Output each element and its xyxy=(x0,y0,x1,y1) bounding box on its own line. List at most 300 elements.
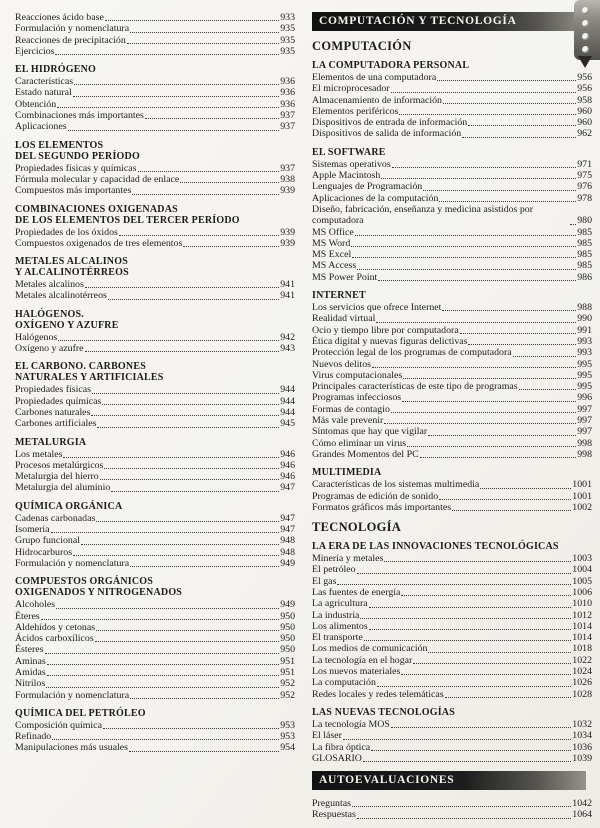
toc-entry xyxy=(15,99,295,110)
entry-page-number: 949 xyxy=(280,599,295,611)
dot-leader xyxy=(391,412,576,413)
toc-entry xyxy=(312,742,592,753)
toc-section xyxy=(15,64,295,132)
toc-entry xyxy=(15,35,295,46)
entry-label: Compuestos más importantes xyxy=(15,185,132,197)
spiral-ring-icon xyxy=(582,7,589,14)
toc-entry xyxy=(312,370,592,381)
toc-entry xyxy=(15,332,295,343)
entry-label: Grandes Momentos del PC xyxy=(312,448,419,460)
toc-entry xyxy=(312,336,592,347)
entry-page-number: 958 xyxy=(577,94,592,106)
entry-label: La fibra óptica xyxy=(312,741,371,753)
dot-leader xyxy=(364,640,572,641)
heading-line: NATURALES Y ARTIFICIALES xyxy=(15,372,164,384)
entry-page-number: 949 xyxy=(280,557,295,569)
entry-page-number: 1004 xyxy=(572,564,592,576)
entry-label: El gas xyxy=(312,575,337,587)
entry-label: Combinaciones más importantes xyxy=(15,110,144,122)
dot-leader xyxy=(56,608,279,609)
entry-label: Preguntas xyxy=(312,798,351,810)
entry-label: MS Word xyxy=(312,237,351,249)
dot-leader xyxy=(384,561,571,562)
toc-section xyxy=(312,707,592,764)
entry-page-number: 947 xyxy=(280,512,295,524)
toc-entry xyxy=(312,128,592,139)
entry-label: Las fuentes de energía xyxy=(312,586,401,598)
toc-entry xyxy=(312,381,592,392)
entry-label: Manipulaciones más usuales xyxy=(15,742,128,754)
entry-label: Aplicaciones de la computación xyxy=(312,192,439,204)
dot-leader xyxy=(130,698,279,699)
dot-leader xyxy=(111,491,279,492)
spiral-ring-icon xyxy=(582,46,589,53)
entry-label: Formulación y nomenclatura xyxy=(15,23,130,35)
dot-leader xyxy=(73,96,279,97)
toc-entry xyxy=(312,553,592,564)
entry-page-number: 971 xyxy=(577,158,592,170)
toc-entry xyxy=(15,667,295,678)
dot-leader xyxy=(437,80,576,81)
section-heading xyxy=(15,256,295,278)
heading-line: LOS ELEMENTOS xyxy=(15,139,104,151)
dot-leader xyxy=(130,566,279,567)
dot-leader xyxy=(384,423,576,424)
dot-leader xyxy=(360,618,571,619)
entry-page-number: 951 xyxy=(280,655,295,667)
section-heading xyxy=(312,541,592,552)
dot-leader xyxy=(363,761,571,762)
entry-page-number: 950 xyxy=(280,644,295,656)
entry-label: GLOSARIO xyxy=(312,752,362,764)
entry-label: Elementos de una computadora xyxy=(312,72,437,83)
entry-page-number: 1028 xyxy=(572,688,592,700)
toc-entry xyxy=(312,325,592,336)
dot-leader xyxy=(68,130,280,131)
entry-page-number: 953 xyxy=(280,731,295,743)
entry-label: Ejercicios xyxy=(15,45,55,57)
toc-entry xyxy=(15,279,295,290)
spiral-ring-icon xyxy=(582,20,589,27)
heading-line: EL CARBONO. CARBONES xyxy=(15,361,146,373)
entry-page-number: 962 xyxy=(577,128,592,140)
toc-entry xyxy=(15,720,295,731)
entry-page-number: 993 xyxy=(577,347,592,359)
dot-leader xyxy=(96,630,279,631)
toc-section xyxy=(15,309,295,355)
heading-line: INTERNET xyxy=(312,290,366,302)
toc-entry xyxy=(312,677,592,688)
section-heading xyxy=(312,147,592,158)
entry-page-number: 941 xyxy=(280,290,295,302)
toc-entry xyxy=(15,87,295,98)
toc-entry xyxy=(15,633,295,644)
entry-page-number: 995 xyxy=(577,369,592,381)
section-heading xyxy=(15,140,295,162)
entry-label: MS Access xyxy=(312,260,357,272)
entry-label: Éteres xyxy=(15,610,40,622)
toc-entry xyxy=(15,407,295,418)
heading-line: OXIGENADOS Y NITROGENADOS xyxy=(15,587,183,599)
entry-page-number: 1064 xyxy=(572,809,592,821)
entry-label: Ocio y tiempo libre por computadora xyxy=(312,324,459,336)
toc-entry xyxy=(312,260,592,271)
toc-entry xyxy=(312,170,592,181)
toc-entry xyxy=(312,643,592,654)
toc-entry xyxy=(15,460,295,471)
section-heading xyxy=(15,708,295,719)
toc-entry xyxy=(312,610,592,621)
entry-label: La agricultura xyxy=(312,598,368,610)
dot-leader xyxy=(391,727,571,728)
entry-page-number: 985 xyxy=(577,237,592,249)
dot-leader xyxy=(462,137,576,138)
toc-entry xyxy=(15,46,295,57)
heading-line: LAS NUEVAS TECNOLOGÍAS xyxy=(312,706,455,718)
dot-leader xyxy=(47,664,279,665)
dot-leader xyxy=(85,287,279,288)
toc-entry xyxy=(312,576,592,587)
entry-page-number: 948 xyxy=(280,535,295,547)
major-heading: COMPUTACIÓN xyxy=(312,39,412,53)
dot-leader xyxy=(423,190,576,191)
entry-label: Ácidos carboxílicos xyxy=(15,633,94,645)
notepad-spiral-icon xyxy=(574,0,600,60)
entry-page-number: 942 xyxy=(280,331,295,343)
toc-entry xyxy=(15,742,295,753)
toc-entry xyxy=(15,524,295,535)
entry-page-number: 980 xyxy=(577,215,592,227)
entry-page-number: 1034 xyxy=(572,730,592,742)
dot-leader xyxy=(92,393,279,394)
entry-label: Formulación y nomenclatura xyxy=(15,689,130,701)
toc-entry xyxy=(312,193,592,204)
toc-entry xyxy=(312,272,592,283)
toc-entry xyxy=(312,238,592,249)
toc-entry xyxy=(312,753,592,764)
entry-page-number: 1005 xyxy=(572,575,592,587)
toc-entry xyxy=(312,181,592,192)
entry-label: Nuevos delitos xyxy=(312,358,371,370)
entry-page-number: 937 xyxy=(280,110,295,122)
entry-label: El transporte xyxy=(312,632,363,644)
dot-leader xyxy=(337,584,571,585)
dot-leader xyxy=(480,488,571,489)
entry-page-number: 975 xyxy=(577,170,592,182)
section-heading xyxy=(312,60,592,71)
toc-entry xyxy=(312,655,592,666)
heading-line: METALURGIA xyxy=(15,436,87,448)
dot-leader xyxy=(81,544,279,545)
entry-label: Protección legal de los programas de computadora xyxy=(312,347,512,359)
entry-page-number: 997 xyxy=(577,426,592,438)
entry-page-number: 936 xyxy=(280,76,295,88)
dot-leader xyxy=(402,401,576,402)
toc-entry xyxy=(15,418,295,429)
toc-entry xyxy=(15,396,295,407)
entry-label: Formatos gráficos más importantes xyxy=(312,501,452,513)
entry-label: Los nuevos materiales xyxy=(312,666,401,678)
toc-entry xyxy=(312,689,592,700)
dot-leader xyxy=(180,182,279,183)
dot-leader xyxy=(399,114,576,115)
entry-page-number: 943 xyxy=(280,343,295,355)
entry-label: Dispositivos de salida de información xyxy=(312,128,462,140)
entry-label: Cómo eliminar un virus xyxy=(312,437,407,449)
heading-line: LA COMPUTADORA PERSONAL xyxy=(312,60,470,71)
dot-leader xyxy=(96,521,279,522)
toc-entry xyxy=(15,644,295,655)
entry-page-number: 950 xyxy=(280,633,295,645)
toc-section xyxy=(312,147,592,283)
toc-entry xyxy=(15,384,295,395)
entry-page-number: 995 xyxy=(577,358,592,370)
entry-label: Principales características de este tipo de programas xyxy=(312,381,518,393)
toc-entry xyxy=(15,656,295,667)
entry-page-number: 1010 xyxy=(572,598,592,610)
toc-entry xyxy=(312,564,592,575)
entry-label: Los metales xyxy=(15,448,63,460)
toc-entry xyxy=(15,558,295,569)
toc-entry xyxy=(15,535,295,546)
entry-page-number: 939 xyxy=(280,185,295,197)
entry-page-number: 976 xyxy=(577,181,592,193)
entry-label: Composición química xyxy=(15,719,102,731)
entry-page-number: 935 xyxy=(280,45,295,57)
entry-label: Reacciones de precipitación xyxy=(15,34,126,46)
entry-label: Formulación y nomenclatura xyxy=(15,557,130,569)
toc-entry xyxy=(15,622,295,633)
entry-label: Estado natural xyxy=(15,87,72,99)
section-heading xyxy=(312,707,592,718)
entry-page-number: 950 xyxy=(280,610,295,622)
section-heading xyxy=(312,467,592,478)
toc-section xyxy=(312,290,592,460)
section-heading xyxy=(15,501,295,512)
heading-line: EL HIDRÓGENO xyxy=(15,64,97,76)
entry-label: El microprocesador xyxy=(312,83,390,95)
heading-line: Y ALCALINOTÉRREOS xyxy=(15,267,129,279)
section-heading xyxy=(15,437,295,448)
dot-leader xyxy=(103,728,279,729)
entry-page-number: 937 xyxy=(280,162,295,174)
toc-entry xyxy=(15,449,295,460)
dot-leader xyxy=(91,415,279,416)
section-heading xyxy=(15,64,295,75)
entry-page-number: 937 xyxy=(280,121,295,133)
entry-label: Dispositivos de entrada de información xyxy=(312,117,468,129)
dot-leader xyxy=(403,378,576,379)
entry-label: Metalurgia del hierro xyxy=(15,471,99,483)
heading-line: COMBINACIONES OXIGENADAS xyxy=(15,203,178,215)
entry-label: MS Excel xyxy=(312,249,352,261)
entry-page-number: 947 xyxy=(280,482,295,494)
entry-label: Carbones artificiales xyxy=(15,418,97,430)
dot-leader xyxy=(343,739,571,740)
dot-leader xyxy=(45,653,280,654)
entry-label: Los medios de comunicación xyxy=(312,643,428,655)
entry-label: Metales alcalinos xyxy=(15,279,84,291)
entry-label: Características de los sistemas multimedia xyxy=(312,479,480,491)
toc-entry xyxy=(312,159,592,170)
toc-entry xyxy=(15,290,295,301)
toc-entry xyxy=(15,238,295,249)
toc-entry xyxy=(15,678,295,689)
toc-entry xyxy=(312,598,592,609)
entry-page-number: 1032 xyxy=(572,718,592,730)
toc-entry xyxy=(312,449,592,460)
entry-label: Alcoholes xyxy=(15,599,56,611)
toc-entry xyxy=(15,690,295,701)
dot-leader xyxy=(519,389,577,390)
dot-leader xyxy=(445,697,572,698)
entry-label: Aplicaciones xyxy=(15,121,67,133)
entry-label: Realidad virtual xyxy=(312,313,376,325)
entry-page-number: 935 xyxy=(280,34,295,46)
entry-page-number: 941 xyxy=(280,279,295,291)
entry-label: Apple Macintosh xyxy=(312,170,381,182)
toc-entry xyxy=(312,313,592,324)
entry-label: Carbones naturales xyxy=(15,406,91,418)
dot-leader xyxy=(108,299,279,300)
toc-entry xyxy=(312,117,592,128)
toc-entry xyxy=(312,249,592,260)
entry-page-number: 1024 xyxy=(572,666,592,678)
toc-entry xyxy=(312,719,592,730)
entry-page-number: 986 xyxy=(577,271,592,283)
dot-leader xyxy=(371,750,571,751)
heading-line: DEL SEGUNDO PERÍODO xyxy=(15,150,140,162)
toc-entry xyxy=(15,513,295,524)
toc-entry xyxy=(312,415,592,426)
toc-section xyxy=(15,140,295,197)
dot-leader xyxy=(355,235,576,236)
toc-columns xyxy=(15,12,592,820)
entry-page-number: 944 xyxy=(280,395,295,407)
entry-page-number: 997 xyxy=(577,403,592,415)
entry-label: Más vale prevenir xyxy=(312,415,384,427)
toc-entry xyxy=(312,438,592,449)
entry-label: El petróleo xyxy=(312,564,356,576)
dot-leader xyxy=(129,751,279,752)
entry-page-number: 998 xyxy=(577,448,592,460)
dot-leader xyxy=(570,224,576,225)
dot-leader xyxy=(102,404,279,405)
heading-line: COMPUESTOS ORGÁNICOS xyxy=(15,576,154,588)
heading-line: QUÍMICA ORGÁNICA xyxy=(15,500,123,512)
entry-page-number: 956 xyxy=(577,72,592,83)
dot-leader xyxy=(428,435,576,436)
section-heading xyxy=(312,290,592,301)
entry-page-number: 952 xyxy=(280,678,295,690)
heading-line: EL SOFTWARE xyxy=(312,146,386,158)
toc-section xyxy=(15,12,295,57)
entry-page-number: 991 xyxy=(577,324,592,336)
entry-label: El láser xyxy=(312,730,342,742)
dot-leader xyxy=(183,246,279,247)
entry-label: Compuestos oxigenados de tres elementos xyxy=(15,237,183,249)
toc-entry xyxy=(312,204,592,227)
heading-line: DE LOS ELEMENTOS DEL TERCER PERÍODO xyxy=(15,214,240,226)
entry-page-number: 1003 xyxy=(572,553,592,565)
toc-entry xyxy=(312,72,592,83)
entry-label: MS Power Point xyxy=(312,271,378,283)
entry-page-number: 1036 xyxy=(572,741,592,753)
entry-page-number: 985 xyxy=(577,226,592,238)
entry-page-number: 1022 xyxy=(572,654,592,666)
dot-leader xyxy=(351,246,576,247)
toc-entry xyxy=(15,110,295,121)
toc-section xyxy=(15,256,295,302)
dot-leader xyxy=(127,43,279,44)
entry-page-number: 960 xyxy=(577,117,592,129)
entry-label: Formas de contagio xyxy=(312,403,390,415)
entry-page-number: 947 xyxy=(280,524,295,536)
dot-leader xyxy=(357,573,572,574)
entry-label: Ésteres xyxy=(15,644,44,656)
entry-label: Procesos metalúrgicos xyxy=(15,459,104,471)
section-heading xyxy=(15,309,295,331)
entry-page-number: 1018 xyxy=(572,643,592,655)
entry-page-number: 985 xyxy=(577,260,592,272)
entry-page-number: 936 xyxy=(280,87,295,99)
entry-page-number: 945 xyxy=(280,418,295,430)
toc-section xyxy=(15,437,295,494)
toc-entry xyxy=(15,343,295,354)
heading-line: QUÍMICA DEL PETRÓLEO xyxy=(15,707,146,719)
entry-page-number: 985 xyxy=(577,249,592,261)
entry-page-number: 939 xyxy=(280,237,295,249)
entry-label: Ética digital y nuevas figuras delictivas xyxy=(312,335,468,347)
section-heading xyxy=(15,361,295,383)
toc-entry xyxy=(312,83,592,94)
entry-label: Programas de edición de sonido xyxy=(312,490,439,502)
dot-leader xyxy=(376,322,576,323)
toc-entry xyxy=(312,809,592,820)
toc-entry xyxy=(312,392,592,403)
dot-leader xyxy=(145,118,279,119)
entry-page-number: 998 xyxy=(577,437,592,449)
entry-page-number: 1014 xyxy=(572,632,592,644)
dot-leader xyxy=(401,674,571,675)
dot-leader xyxy=(413,663,571,664)
toc-entry xyxy=(15,121,295,132)
entry-page-number: 1026 xyxy=(572,677,592,689)
entry-page-number: 946 xyxy=(280,471,295,483)
toc-entry xyxy=(312,359,592,370)
dot-leader xyxy=(357,818,571,819)
major-heading: TECNOLOGÍA xyxy=(312,520,402,535)
heading-line: METALES ALCALINOS xyxy=(15,256,128,268)
entry-page-number: 953 xyxy=(280,719,295,731)
entry-page-number: 1012 xyxy=(572,609,592,621)
dot-leader xyxy=(52,739,279,740)
dot-leader xyxy=(369,629,572,630)
dot-leader xyxy=(401,595,571,596)
section-heading xyxy=(15,576,295,598)
dot-leader xyxy=(138,171,280,172)
entry-label: Propiedades de los óxidos xyxy=(15,226,118,238)
dot-leader xyxy=(132,194,279,195)
entry-label: Obtención xyxy=(15,98,57,110)
toc-section xyxy=(15,708,295,754)
dot-leader xyxy=(51,532,280,533)
entry-label: Almacenamiento de información xyxy=(312,94,442,106)
entry-label: Respuestas xyxy=(312,809,356,821)
dot-leader xyxy=(357,269,576,270)
dot-leader xyxy=(46,687,279,688)
entry-label: La computación xyxy=(312,677,376,689)
